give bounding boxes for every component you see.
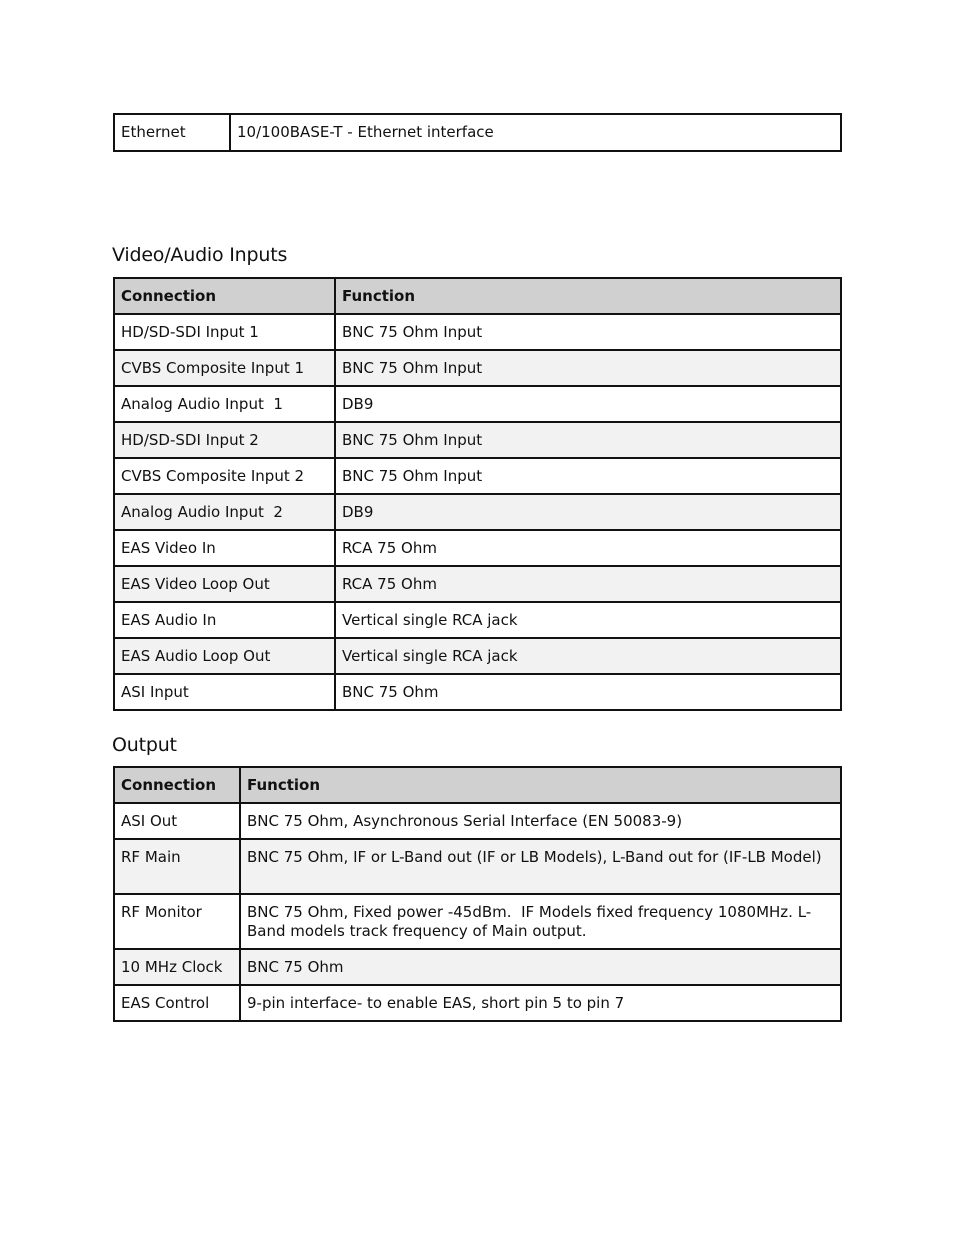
column-header-connection: Connection (114, 767, 240, 803)
section-heading-output: Output (112, 734, 177, 756)
section-heading-video-audio: Video/Audio Inputs (112, 244, 288, 266)
connection-cell: EAS Audio In (114, 602, 335, 638)
function-cell: BNC 75 Ohm (240, 949, 841, 985)
function-cell: DB9 (335, 494, 841, 530)
table-row (114, 494, 841, 530)
table-header-row (114, 278, 841, 314)
table-row (114, 422, 841, 458)
table-row (114, 638, 841, 674)
function-cell: BNC 75 Ohm, IF or L-Band out (IF or LB Models), L-Band out for (IF-LB Model) (240, 839, 841, 894)
video-audio-inputs-table (113, 277, 842, 711)
table-row (114, 566, 841, 602)
ethernet-table (113, 113, 842, 152)
table-row (114, 894, 841, 949)
connection-cell: RF Monitor (114, 894, 240, 949)
connection-cell: CVBS Composite Input 2 (114, 458, 335, 494)
function-cell: BNC 75 Ohm Input (335, 350, 841, 386)
connection-cell: EAS Video In (114, 530, 335, 566)
function-cell: RCA 75 Ohm (335, 530, 841, 566)
table-row (114, 114, 841, 151)
table-row (114, 674, 841, 710)
connection-cell: Analog Audio Input 2 (114, 494, 335, 530)
connection-cell: RF Main (114, 839, 240, 894)
table-row (114, 985, 841, 1021)
function-cell: DB9 (335, 386, 841, 422)
connection-cell: 10 MHz Clock (114, 949, 240, 985)
function-cell: Vertical single RCA jack (335, 638, 841, 674)
connection-cell: EAS Audio Loop Out (114, 638, 335, 674)
table-row (114, 386, 841, 422)
table-header-row (114, 767, 841, 803)
connection-cell: ASI Input (114, 674, 335, 710)
table-row (114, 314, 841, 350)
connection-cell: Ethernet (114, 114, 230, 151)
function-cell: BNC 75 Ohm, Asynchronous Serial Interface (EN 50083-9) (240, 803, 841, 839)
function-cell: RCA 75 Ohm (335, 566, 841, 602)
connection-cell: EAS Video Loop Out (114, 566, 335, 602)
function-cell: BNC 75 Ohm, Fixed power -45dBm. IF Models fixed frequency 1080MHz. L-Band models track frequency of Main output. (240, 894, 841, 949)
function-cell: BNC 75 Ohm Input (335, 458, 841, 494)
column-header-function: Function (335, 278, 841, 314)
column-header-function: Function (240, 767, 841, 803)
connection-cell: Analog Audio Input 1 (114, 386, 335, 422)
connection-cell: HD/SD-SDI Input 1 (114, 314, 335, 350)
table-row (114, 949, 841, 985)
table-row (114, 602, 841, 638)
table-row (114, 350, 841, 386)
connection-cell: ASI Out (114, 803, 240, 839)
function-cell: 10/100BASE-T - Ethernet interface (230, 114, 841, 151)
function-cell: BNC 75 Ohm Input (335, 422, 841, 458)
column-header-connection: Connection (114, 278, 335, 314)
connection-cell: EAS Control (114, 985, 240, 1021)
function-cell: BNC 75 Ohm (335, 674, 841, 710)
table-row (114, 458, 841, 494)
function-cell: BNC 75 Ohm Input (335, 314, 841, 350)
table-row (114, 803, 841, 839)
function-cell: Vertical single RCA jack (335, 602, 841, 638)
output-table (113, 766, 842, 1022)
connection-cell: HD/SD-SDI Input 2 (114, 422, 335, 458)
function-cell: 9-pin interface- to enable EAS, short pin 5 to pin 7 (240, 985, 841, 1021)
table-row (114, 839, 841, 894)
connection-cell: CVBS Composite Input 1 (114, 350, 335, 386)
table-row (114, 530, 841, 566)
